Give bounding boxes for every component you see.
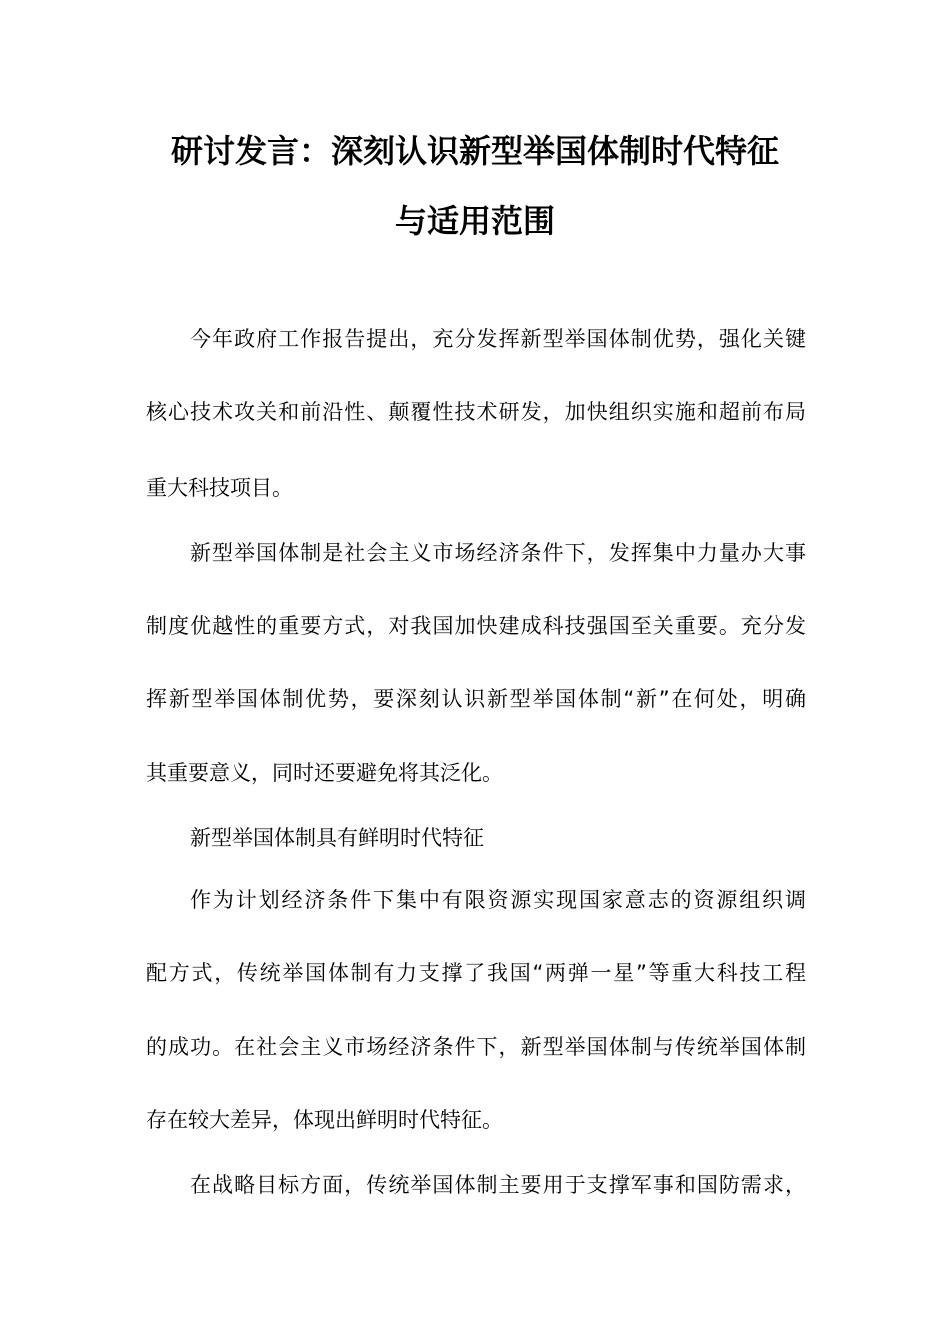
paragraph-line: 作为计划经济条件下集中有限资源实现国家意志的资源组织调 <box>190 888 806 912</box>
paragraph-line: 今年政府工作报告提出，充分发挥新型举国体制优势，强化关键 <box>190 327 806 351</box>
paragraph-line: 在战略目标方面，传统举国体制主要用于支撑军事和国防需求， <box>190 1173 806 1197</box>
title-line-2: 与适用范围 <box>394 202 555 240</box>
title-line-1: 研讨发言：深刻认识新型举国体制时代特征 <box>170 132 779 170</box>
paragraph-line: 制度优越性的重要方式，对我国加快建成科技强国至关重要。充分发 <box>146 614 806 638</box>
paragraph-line: 挥新型举国体制优势，要深刻认识新型举国体制“新”在何处，明确 <box>146 687 806 711</box>
paragraph-line: 重大科技项目。 <box>146 476 293 500</box>
paragraph-line: 的成功。在社会主义市场经济条件下，新型举国体制与传统举国体制 <box>146 1035 806 1059</box>
paragraph-line: 新型举国体制是社会主义市场经济条件下，发挥集中力量办大事 <box>190 541 806 565</box>
section-heading: 新型举国体制具有鲜明时代特征 <box>190 826 484 850</box>
paragraph-line: 配方式，传统举国体制有力支撑了我国“两弹一星”等重大科技工程 <box>146 961 806 985</box>
paragraph-line: 其重要意义，同时还要避免将其泛化。 <box>146 761 503 785</box>
paragraph-line: 核心技术攻关和前沿性、颠覆性技术研发，加快组织实施和超前布局 <box>146 400 806 424</box>
paragraph-line: 存在较大差异，体现出鲜明时代特征。 <box>146 1108 503 1132</box>
